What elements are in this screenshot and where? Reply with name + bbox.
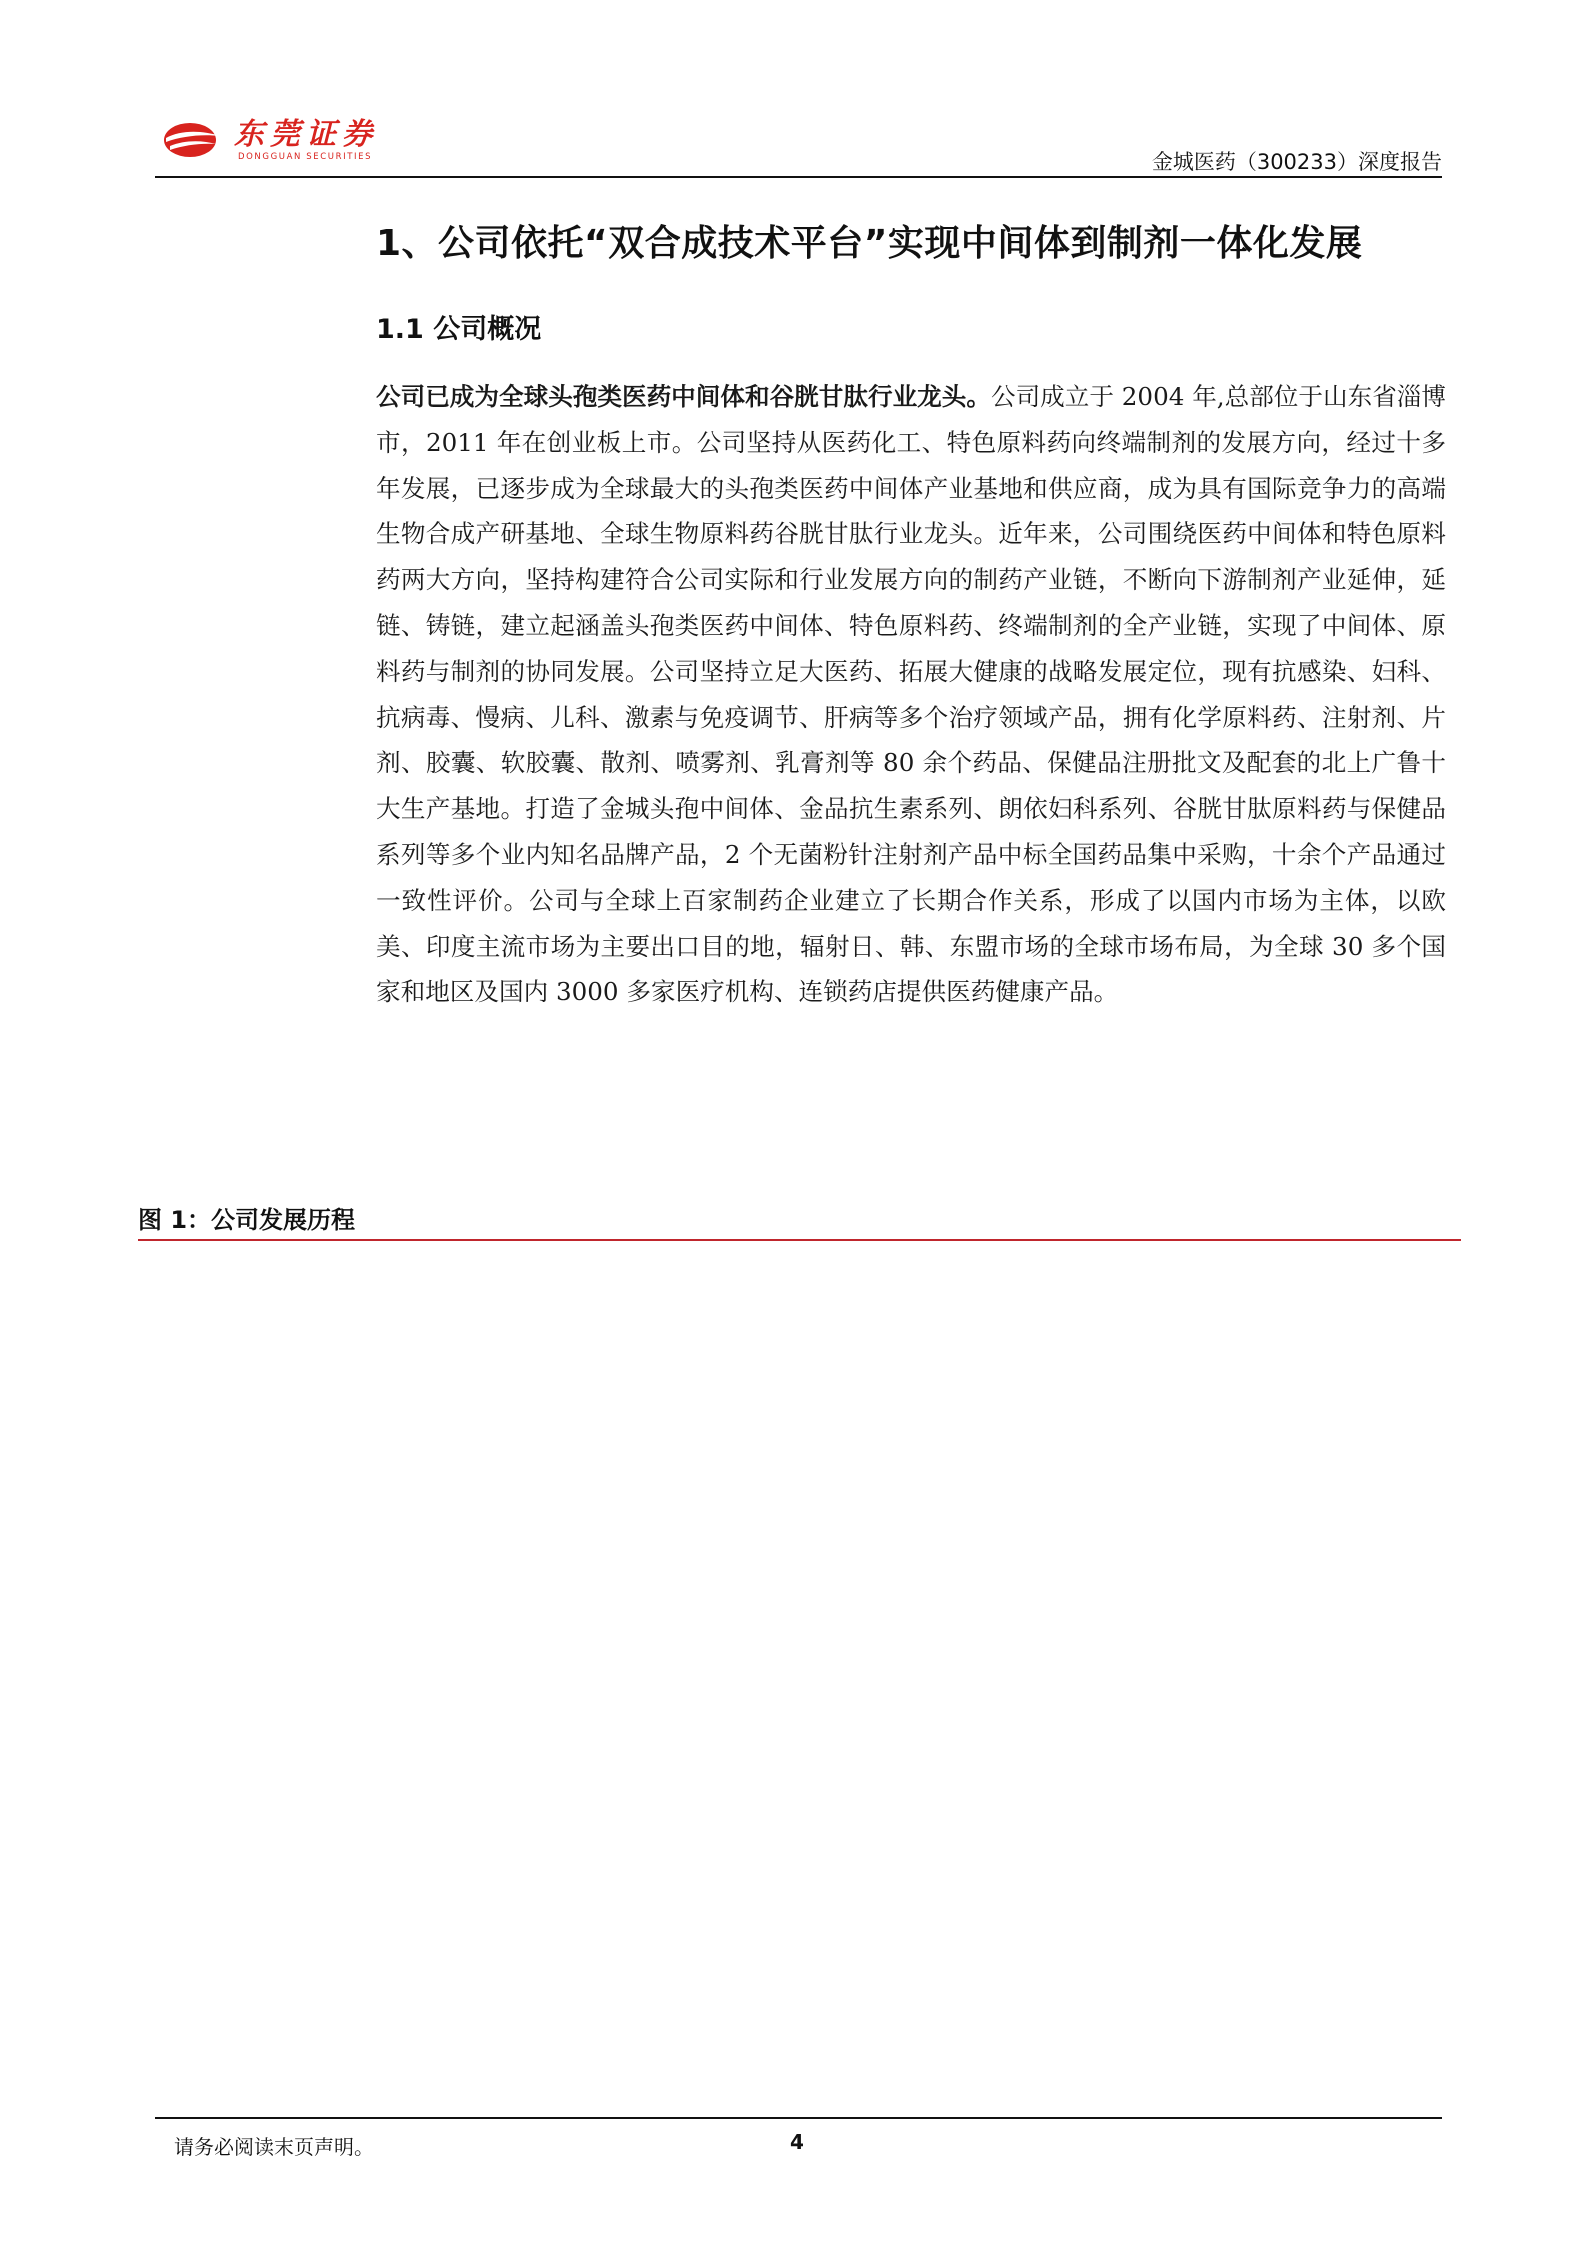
figure-caption: 图 1：公司发展历程: [138, 1206, 356, 1234]
paragraph-body: 公司成立于 2004 年,总部位于山东省淄博市，2011 年在创业板上市。公司坚持从医药化工、特色原料药向终端制剂的发展方向，经过十多年发展，已逐步成为全球最大的头孢类医药中间体产业基地和供应商，成为具有国际竞争力的高端生物合成产研基地、全球生物原料药谷胱甘肽行业龙头。近年来，公司围绕医药中间体和特色原料药两大方向，坚持构建符合公司实际和行业发展方向的制药产业链，不断向下游制剂产业延伸，延链、铸链，建立起涵盖头孢类医药中间体、特色原料药、终端制剂的全产业链，实现了中间体、原料药与制剂的协同发展。公司坚持立足大医药、拓展大健康的战略发展定位，现有抗感染、妇科、抗病毒、慢病、儿科、激素与免疫调节、肝病等多个治疗领域产品，拥有化学原料药、注射剂、片剂、胶囊、软胶囊、散剂、喷雾剂、乳膏剂等 80 余个药品、保健品注册批文及配套的北上广鲁十大生产基地。打造了金城头孢中间体、金品抗生素系列、朗依妇科系列、谷胱甘肽原料药与保健品系列等多个业内知名品牌产品，2 个无菌粉针注射剂产品中标全国药品集中采购，十余个产品通过一致性评价。公司与全球上百家制药企业建立了长期合作关系，形成了以国内市场为主体，以欧美、印度主流市场为主要出口目的地，辐射日、韩、东盟市场的全球市场布局，为全球 30 多个国家和地区及国内 3000 多家医疗机构、连锁药店提供医药健康产品。: [376, 382, 1446, 1007]
section-heading: 1、公司依托“双合成技术平台”实现中间体到制剂一体化发展: [376, 223, 1363, 264]
logo-mark-icon: [162, 120, 222, 160]
report-title: 金城医药（300233）深度报告: [1151, 150, 1442, 174]
page-number: 4: [790, 2130, 804, 2154]
company-overview-paragraph: [376, 374, 1446, 1015]
logo-text-cn: 东莞证券: [234, 117, 378, 152]
logo-text-en: DONGGUAN SECURITIES: [238, 152, 373, 162]
paragraph-lead: 公司已成为全球头孢类医药中间体和谷胱甘肽行业龙头。: [376, 382, 991, 411]
subsection-heading: 1.1 公司概况: [376, 314, 542, 345]
company-logo: [162, 118, 422, 164]
figure-divider: [138, 1239, 1461, 1241]
footer-divider: [155, 2117, 1442, 2119]
header-divider: [155, 176, 1442, 178]
disclaimer-note: 请务必阅读末页声明。: [174, 2135, 374, 2159]
